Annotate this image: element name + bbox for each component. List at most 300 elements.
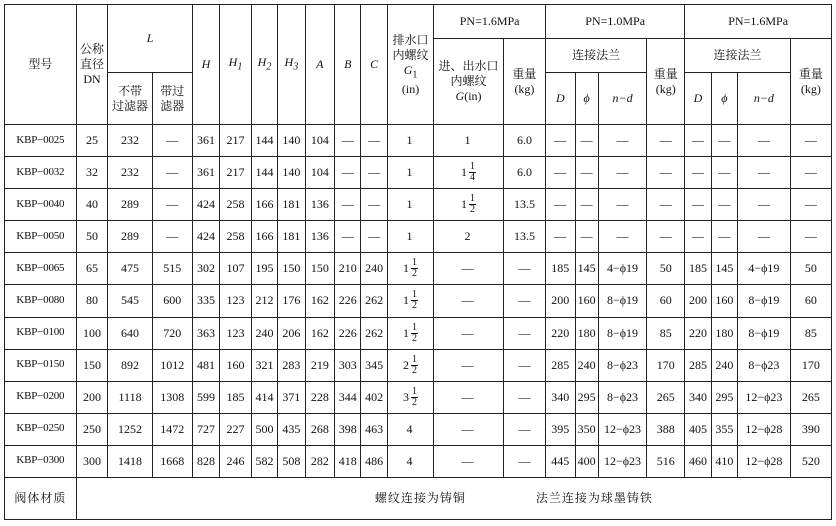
cell-model: KBP−0040 (5, 189, 77, 221)
cell-a: 104 (305, 157, 335, 189)
mixed-fraction (465, 229, 473, 244)
fraction-whole: 1 (406, 197, 413, 212)
mixed-fraction (403, 290, 418, 311)
cell-h: 424 (192, 189, 219, 221)
cell-g (434, 157, 504, 189)
cell-d2: 185 (685, 253, 711, 285)
cell-dn: 150 (76, 349, 108, 381)
cell-phi: — (575, 189, 598, 221)
fraction-denominator: 2 (470, 204, 476, 216)
mixed-fraction (461, 194, 476, 215)
header-model: 型号 (5, 5, 77, 125)
cell-h: 727 (192, 413, 219, 445)
cell-l1: 475 (108, 253, 152, 285)
fraction-part (411, 323, 418, 344)
cell-l1: 1118 (108, 381, 152, 413)
cell-l2: 1308 (152, 381, 192, 413)
cell-h2: 414 (251, 381, 277, 413)
fraction-whole: 1 (403, 261, 410, 276)
cell-h: 335 (192, 285, 219, 317)
cell-h3: 176 (278, 285, 305, 317)
fraction-numerator: 1 (412, 321, 418, 333)
cell-l1: 545 (108, 285, 152, 317)
cell-w3: — (790, 157, 831, 189)
cell-d2: 405 (685, 413, 711, 445)
cell-d2: — (685, 157, 711, 189)
cell-h1: 107 (220, 253, 252, 285)
cell-h2: 166 (251, 189, 277, 221)
fraction-whole: — (461, 389, 474, 404)
cell-h1: 227 (220, 413, 252, 445)
header-flange-1: 连接法兰 (546, 39, 647, 73)
cell-nd: 8−ϕ23 (598, 381, 647, 413)
cell-h2: 144 (251, 125, 277, 157)
cell-l2: — (152, 189, 192, 221)
fraction-whole: 1 (461, 165, 468, 180)
cell-d2: — (685, 221, 711, 253)
cell-a: 162 (305, 285, 335, 317)
cell-d: — (546, 221, 576, 253)
cell-h2: 582 (251, 445, 277, 477)
cell-g1 (387, 125, 433, 157)
fraction-whole: 1 (461, 197, 468, 212)
cell-h1: 123 (220, 317, 252, 349)
fraction-whole: — (461, 357, 474, 372)
cell-b: 398 (335, 413, 361, 445)
cell-h: 599 (192, 381, 219, 413)
mixed-fraction (462, 293, 476, 308)
cell-h1: 246 (220, 445, 252, 477)
table-row (5, 221, 832, 253)
table-row (5, 157, 832, 189)
cell-h: 481 (192, 349, 219, 381)
cell-nd: 8−ϕ23 (598, 349, 647, 381)
fraction-whole: 4 (406, 453, 413, 468)
cell-h1: 160 (220, 349, 252, 381)
cell-nd: — (598, 125, 647, 157)
cell-l1: 232 (108, 157, 152, 189)
cell-c: 486 (361, 445, 387, 477)
fraction-denominator: 2 (412, 364, 418, 376)
header-H: H (192, 5, 219, 125)
cell-model: KBP−0080 (5, 285, 77, 317)
cell-h3: 140 (278, 157, 305, 189)
cell-nd: — (598, 221, 647, 253)
fraction-part (411, 258, 418, 279)
cell-dn: 40 (76, 189, 108, 221)
header-phi2: ϕ (711, 73, 737, 125)
cell-h2: 166 (251, 221, 277, 253)
cell-h2: 500 (251, 413, 277, 445)
cell-model: KBP−0200 (5, 381, 77, 413)
cell-nd2: 8−ϕ19 (738, 285, 791, 317)
cell-w2: — (647, 221, 685, 253)
cell-h2: 195 (251, 253, 277, 285)
header-H1: $H_1$ (220, 5, 252, 125)
fraction-part (411, 355, 418, 376)
cell-w1: 13.5 (503, 189, 545, 221)
cell-w1: — (503, 253, 545, 285)
table-row (5, 349, 832, 381)
cell-a: 228 (305, 381, 335, 413)
cell-g1 (387, 253, 433, 285)
cell-phi: 350 (575, 413, 598, 445)
mixed-fraction (403, 355, 418, 376)
fraction-whole: 3 (403, 389, 410, 404)
cell-h2: 144 (251, 157, 277, 189)
table-row (5, 317, 832, 349)
cell-g1 (387, 445, 433, 477)
cell-nd2: — (738, 221, 791, 253)
header-nd2: n−d (738, 73, 791, 125)
cell-b: 226 (335, 317, 361, 349)
cell-w2: 516 (647, 445, 685, 477)
cell-nd: 12−ϕ23 (598, 445, 647, 477)
header-dn: 公称 直径 DN (76, 5, 108, 125)
header-pn10: PN=1.0MPa (546, 5, 685, 39)
cell-h3: 508 (278, 445, 305, 477)
cell-g1 (387, 157, 433, 189)
fraction-numerator: 1 (412, 353, 418, 365)
cell-w2: 85 (647, 317, 685, 349)
cell-phi: — (575, 221, 598, 253)
cell-w3: 390 (790, 413, 831, 445)
cell-w2: 265 (647, 381, 685, 413)
cell-g1 (387, 317, 433, 349)
cell-model: KBP−0025 (5, 125, 77, 157)
header-pn16-flange: PN=1.6MPa (685, 5, 832, 39)
fraction-numerator: 1 (470, 193, 476, 205)
cell-d2: 340 (685, 381, 711, 413)
cell-phi2: — (711, 189, 737, 221)
cell-b: 226 (335, 285, 361, 317)
cell-h3: 206 (278, 317, 305, 349)
table-row (5, 445, 832, 477)
cell-g (434, 253, 504, 285)
cell-w1: — (503, 413, 545, 445)
cell-h1: 123 (220, 285, 252, 317)
cell-c: — (361, 189, 387, 221)
cell-w1: — (503, 285, 545, 317)
cell-d2: — (685, 189, 711, 221)
cell-phi: 160 (575, 285, 598, 317)
cell-w3: 265 (790, 381, 831, 413)
fraction-numerator: 1 (412, 289, 418, 301)
cell-l2: 1012 (152, 349, 192, 381)
cell-nd2: 12−ϕ28 (738, 445, 791, 477)
cell-l2: 1668 (152, 445, 192, 477)
cell-g (434, 285, 504, 317)
cell-w2: 60 (647, 285, 685, 317)
cell-b: — (335, 189, 361, 221)
fraction-whole: — (461, 325, 474, 340)
cell-d: 200 (546, 285, 576, 317)
cell-a: 162 (305, 317, 335, 349)
cell-model: KBP−0300 (5, 445, 77, 477)
cell-a: 150 (305, 253, 335, 285)
cell-h1: 217 (220, 125, 252, 157)
cell-g1 (387, 413, 433, 445)
header-nd: n−d (598, 73, 647, 125)
cell-h2: 212 (251, 285, 277, 317)
fraction-denominator: 2 (412, 332, 418, 344)
mixed-fraction (407, 422, 415, 437)
cell-a: 268 (305, 413, 335, 445)
cell-l2: — (152, 157, 192, 189)
cell-phi2: 160 (711, 285, 737, 317)
fraction-part (411, 387, 418, 408)
cell-phi: — (575, 125, 598, 157)
cell-w3: — (790, 189, 831, 221)
cell-a: 136 (305, 221, 335, 253)
cell-phi2: 295 (711, 381, 737, 413)
cell-d: 395 (546, 413, 576, 445)
header-weight3: 重量 (kg) (790, 39, 831, 125)
cell-g (434, 189, 504, 221)
cell-h2: 321 (251, 349, 277, 381)
thread-material: 螺纹连接为铸铜 (374, 490, 466, 505)
cell-phi2: 410 (711, 445, 737, 477)
cell-h: 302 (192, 253, 219, 285)
cell-model: KBP−0100 (5, 317, 77, 349)
fraction-whole: — (461, 261, 474, 276)
table-row (5, 413, 832, 445)
fraction-whole: — (461, 421, 474, 436)
cell-nd2: 8−ϕ19 (738, 317, 791, 349)
cell-phi: 240 (575, 349, 598, 381)
cell-d2: 220 (685, 317, 711, 349)
cell-l1: 289 (108, 189, 152, 221)
cell-g1 (387, 221, 433, 253)
cell-w1: 6.0 (503, 157, 545, 189)
cell-h3: 140 (278, 125, 305, 157)
cell-phi: 400 (575, 445, 598, 477)
cell-c: 463 (361, 413, 387, 445)
fraction-part (469, 194, 476, 215)
header-D2: D (685, 73, 711, 125)
cell-model: KBP−0250 (5, 413, 77, 445)
cell-d: 285 (546, 349, 576, 381)
table-row (5, 125, 832, 157)
table-row (5, 189, 832, 221)
cell-w3: 520 (790, 445, 831, 477)
cell-a: 282 (305, 445, 335, 477)
header-D: D (546, 73, 576, 125)
cell-d2: 460 (685, 445, 711, 477)
cell-h: 361 (192, 125, 219, 157)
header-C: C (361, 5, 387, 125)
cell-l2: 1472 (152, 413, 192, 445)
fraction-whole: — (461, 453, 474, 468)
cell-a: 104 (305, 125, 335, 157)
cell-b: — (335, 125, 361, 157)
header-weight2: 重量 (kg) (647, 39, 685, 125)
mixed-fraction (407, 197, 415, 212)
cell-h1: 258 (220, 189, 252, 221)
fraction-whole: 4 (406, 421, 413, 436)
cell-g1 (387, 381, 433, 413)
fraction-denominator: 2 (412, 268, 418, 280)
cell-g (434, 413, 504, 445)
cell-c: — (361, 221, 387, 253)
cell-nd: 4−ϕ19 (598, 253, 647, 285)
fraction-numerator: 1 (470, 161, 476, 173)
cell-b: 418 (335, 445, 361, 477)
cell-l1: 640 (108, 317, 152, 349)
cell-dn: 100 (76, 317, 108, 349)
fraction-whole: 1 (464, 133, 471, 148)
cell-phi2: 355 (711, 413, 737, 445)
mixed-fraction (465, 133, 473, 148)
cell-dn: 200 (76, 381, 108, 413)
cell-h2: 240 (251, 317, 277, 349)
cell-a: 136 (305, 189, 335, 221)
cell-phi2: — (711, 125, 737, 157)
cell-c: — (361, 157, 387, 189)
cell-h3: 150 (278, 253, 305, 285)
fraction-numerator: 1 (412, 257, 418, 269)
header-weight1: 重量 (kg) (503, 39, 545, 125)
fraction-part (411, 290, 418, 311)
cell-dn: 32 (76, 157, 108, 189)
footer-material-label: 阀体材质 (5, 477, 77, 519)
header-L-no-filter: 不带 过滤器 (108, 73, 152, 125)
cell-w3: 50 (790, 253, 831, 285)
cell-c: 402 (361, 381, 387, 413)
cell-l2: — (152, 221, 192, 253)
cell-g (434, 349, 504, 381)
mixed-fraction (403, 323, 418, 344)
cell-l1: 1418 (108, 445, 152, 477)
header-pn16-thread: PN=1.6MPa (434, 5, 546, 39)
cell-l1: 289 (108, 221, 152, 253)
cell-nd: — (598, 189, 647, 221)
cell-g (434, 445, 504, 477)
cell-h1: 217 (220, 157, 252, 189)
flange-material: 法兰连接为球墨铸铁 (535, 490, 653, 505)
cell-dn: 25 (76, 125, 108, 157)
header-phi: ϕ (575, 73, 598, 125)
cell-c: 240 (361, 253, 387, 285)
cell-nd2: — (738, 157, 791, 189)
mixed-fraction (462, 454, 476, 469)
mixed-fraction (462, 422, 476, 437)
header-A: A (305, 5, 335, 125)
cell-nd: 8−ϕ19 (598, 285, 647, 317)
cell-w1: — (503, 317, 545, 349)
header-flange-2: 连接法兰 (685, 39, 790, 73)
cell-h: 363 (192, 317, 219, 349)
mixed-fraction (403, 258, 418, 279)
cell-w3: 170 (790, 349, 831, 381)
cell-g1 (387, 349, 433, 381)
cell-nd: 8−ϕ19 (598, 317, 647, 349)
cell-h3: 181 (278, 189, 305, 221)
cell-dn: 80 (76, 285, 108, 317)
cell-model: KBP−0150 (5, 349, 77, 381)
cell-a: 219 (305, 349, 335, 381)
cell-c: — (361, 125, 387, 157)
cell-d2: 200 (685, 285, 711, 317)
cell-d: 340 (546, 381, 576, 413)
cell-l2: — (152, 125, 192, 157)
cell-w2: — (647, 189, 685, 221)
cell-h1: 185 (220, 381, 252, 413)
fraction-whole: 1 (406, 229, 413, 244)
cell-h: 361 (192, 157, 219, 189)
cell-b: 344 (335, 381, 361, 413)
fraction-whole: 1 (403, 325, 410, 340)
cell-w1: 13.5 (503, 221, 545, 253)
mixed-fraction (462, 390, 476, 405)
cell-w2: 170 (647, 349, 685, 381)
cell-phi2: — (711, 157, 737, 189)
table-row (5, 381, 832, 413)
cell-nd: — (598, 157, 647, 189)
fraction-whole: 1 (403, 293, 410, 308)
cell-phi2: 180 (711, 317, 737, 349)
fraction-whole: — (461, 293, 474, 308)
cell-model: KBP−0065 (5, 253, 77, 285)
cell-d: 445 (546, 445, 576, 477)
cell-w3: — (790, 125, 831, 157)
header-B: B (335, 5, 361, 125)
cell-l2: 515 (152, 253, 192, 285)
cell-w1: — (503, 381, 545, 413)
valve-spec-table (4, 4, 832, 520)
cell-l1: 1252 (108, 413, 152, 445)
header-L: L (108, 5, 192, 73)
mixed-fraction (462, 326, 476, 341)
cell-w3: 60 (790, 285, 831, 317)
mixed-fraction (462, 261, 476, 276)
cell-model: KBP−0032 (5, 157, 77, 189)
cell-l1: 232 (108, 125, 152, 157)
cell-h3: 435 (278, 413, 305, 445)
fraction-whole: 1 (406, 133, 413, 148)
mixed-fraction (407, 454, 415, 469)
header-drain: 排水口 内螺纹 $G_1$ (in) (387, 5, 433, 125)
header-L-with-filter: 带过 滤器 (152, 73, 192, 125)
cell-d2: 285 (685, 349, 711, 381)
fraction-whole: 2 (464, 229, 471, 244)
cell-nd: 12−ϕ23 (598, 413, 647, 445)
header-row-1 (5, 5, 832, 39)
fraction-part (469, 162, 476, 183)
cell-w2: 50 (647, 253, 685, 285)
fraction-whole: 2 (403, 357, 410, 372)
cell-g (434, 317, 504, 349)
cell-g1 (387, 285, 433, 317)
header-H2: $H_2$ (251, 5, 277, 125)
mixed-fraction (407, 229, 415, 244)
table-row (5, 253, 832, 285)
table-row (5, 285, 832, 317)
mixed-fraction (407, 165, 415, 180)
cell-d: — (546, 189, 576, 221)
cell-dn: 300 (76, 445, 108, 477)
fraction-denominator: 2 (412, 300, 418, 312)
cell-dn: 65 (76, 253, 108, 285)
cell-w2: 388 (647, 413, 685, 445)
cell-b: — (335, 157, 361, 189)
cell-w1: — (503, 349, 545, 381)
cell-d: 220 (546, 317, 576, 349)
cell-b: 303 (335, 349, 361, 381)
cell-phi: — (575, 157, 598, 189)
cell-g (434, 125, 504, 157)
cell-nd2: 12−ϕ28 (738, 413, 791, 445)
